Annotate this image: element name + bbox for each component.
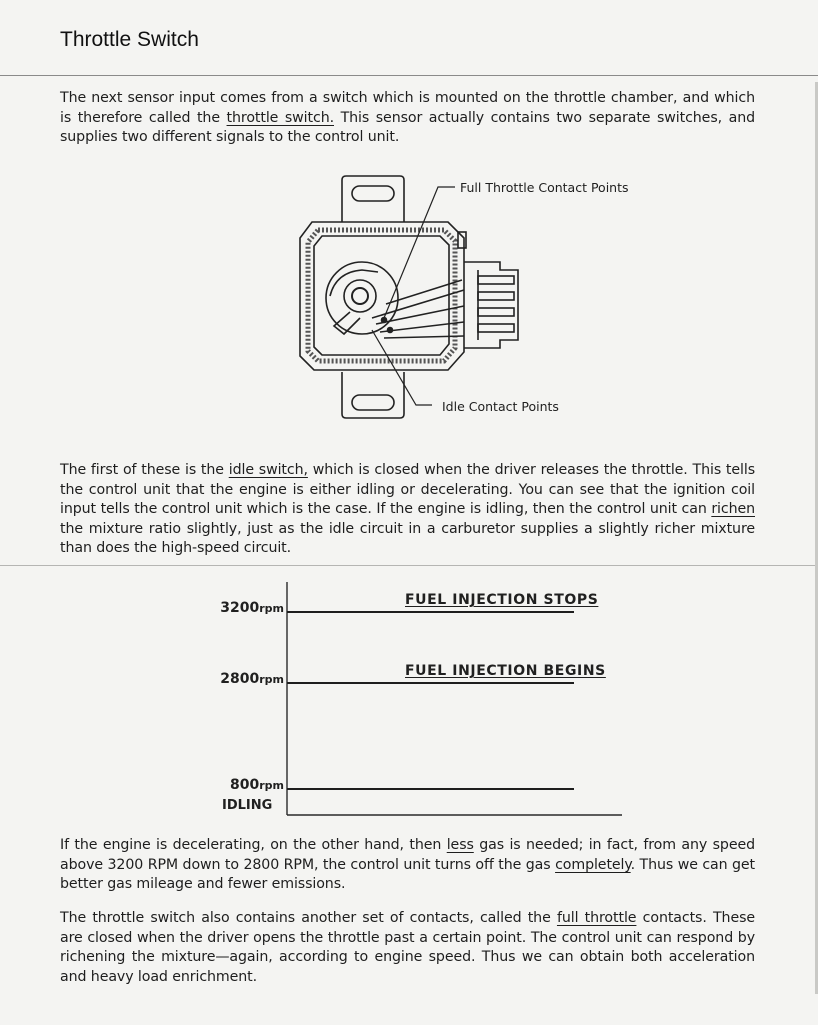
full-throttle-paragraph xyxy=(60,909,755,987)
full-text-end: contacts. These are closed when the driver opens the throttle past a certain point. The control unit can respond by richening the mixture—again, according to engine speed. Thus we can obtain both acceleration and heavy load enrichment. xyxy=(60,910,755,985)
label-full-throttle-points: Full Throttle Contact Points xyxy=(460,180,629,195)
idle-text: The first of these is the xyxy=(60,462,229,478)
term-throttle-switch: throttle switch. xyxy=(226,109,334,126)
term-completely: completely xyxy=(555,856,631,873)
idling-label: IDLING xyxy=(222,798,273,813)
rpm-value: 3200 xyxy=(220,600,260,616)
top-mounting-slot xyxy=(352,186,394,201)
term-less: less xyxy=(446,837,474,853)
rpm-unit: rpm xyxy=(259,779,284,792)
idle-text-end: the mixture ratio slightly, just as the idle circuit in a carburetor supplies a slightly richer mixture than does the high-speed circuit. xyxy=(60,520,755,557)
bottom-mounting-slot xyxy=(352,395,394,410)
idle-text-middle: which is closed when the driver releases the throttle. This tells the control unit that the engine is either idling or decelerating. You can see that the ignition coil input tells the control unit which is the case. If the engine is idling, then the control unit can xyxy=(60,462,756,518)
term-idle-switch: idle switch, xyxy=(228,462,308,478)
rpm-value: 800 xyxy=(230,777,260,793)
rpm-unit: rpm xyxy=(259,673,284,686)
rpm-annotation-2800: FUEL INJECTION BEGINS xyxy=(405,663,606,679)
full-text: The throttle switch also contains another set of contacts, called the xyxy=(60,910,557,926)
page-title: Throttle Switch xyxy=(60,28,199,51)
label-idle-contact-points: Idle Contact Points xyxy=(442,399,559,414)
leader-full-throttle xyxy=(384,187,455,318)
intro-text: The next sensor input comes from a switch which is mounted on the throttle chamber, and which is therefore called the xyxy=(60,90,755,126)
decel-paragraph xyxy=(60,836,755,895)
rpm-tick-label-2800 xyxy=(200,671,284,687)
rpm-tick-label-3200 xyxy=(200,600,284,616)
decel-text: If the engine is decelerating, on the other hand, then xyxy=(60,837,447,853)
rpm-value: 2800 xyxy=(220,671,260,687)
term-richen: richen xyxy=(711,501,755,518)
decel-text-end: . Thus we can get better gas mileage and fewer emissions. xyxy=(60,856,755,893)
rpm-tick-label-800 xyxy=(200,777,284,793)
idle-paragraph xyxy=(60,461,755,559)
throttle-switch-diagram xyxy=(0,0,818,460)
top-mounting-flange xyxy=(342,176,404,222)
connector-body xyxy=(464,262,518,348)
leader-idle xyxy=(372,330,432,405)
decel-text-middle: gas is needed; in fact, from any speed above 3200 RPM down to 2800 RPM, the control unit turns off the gas xyxy=(60,837,755,873)
contact-blades xyxy=(372,280,464,338)
rpm-unit: rpm xyxy=(259,602,284,615)
rpm-annotation-3200: FUEL INJECTION STOPS xyxy=(405,592,599,608)
term-full-throttle: full throttle xyxy=(556,910,637,926)
intro-text-end: This sensor actually contains two separate switches, and supplies two different signals to the control unit. xyxy=(60,109,755,146)
